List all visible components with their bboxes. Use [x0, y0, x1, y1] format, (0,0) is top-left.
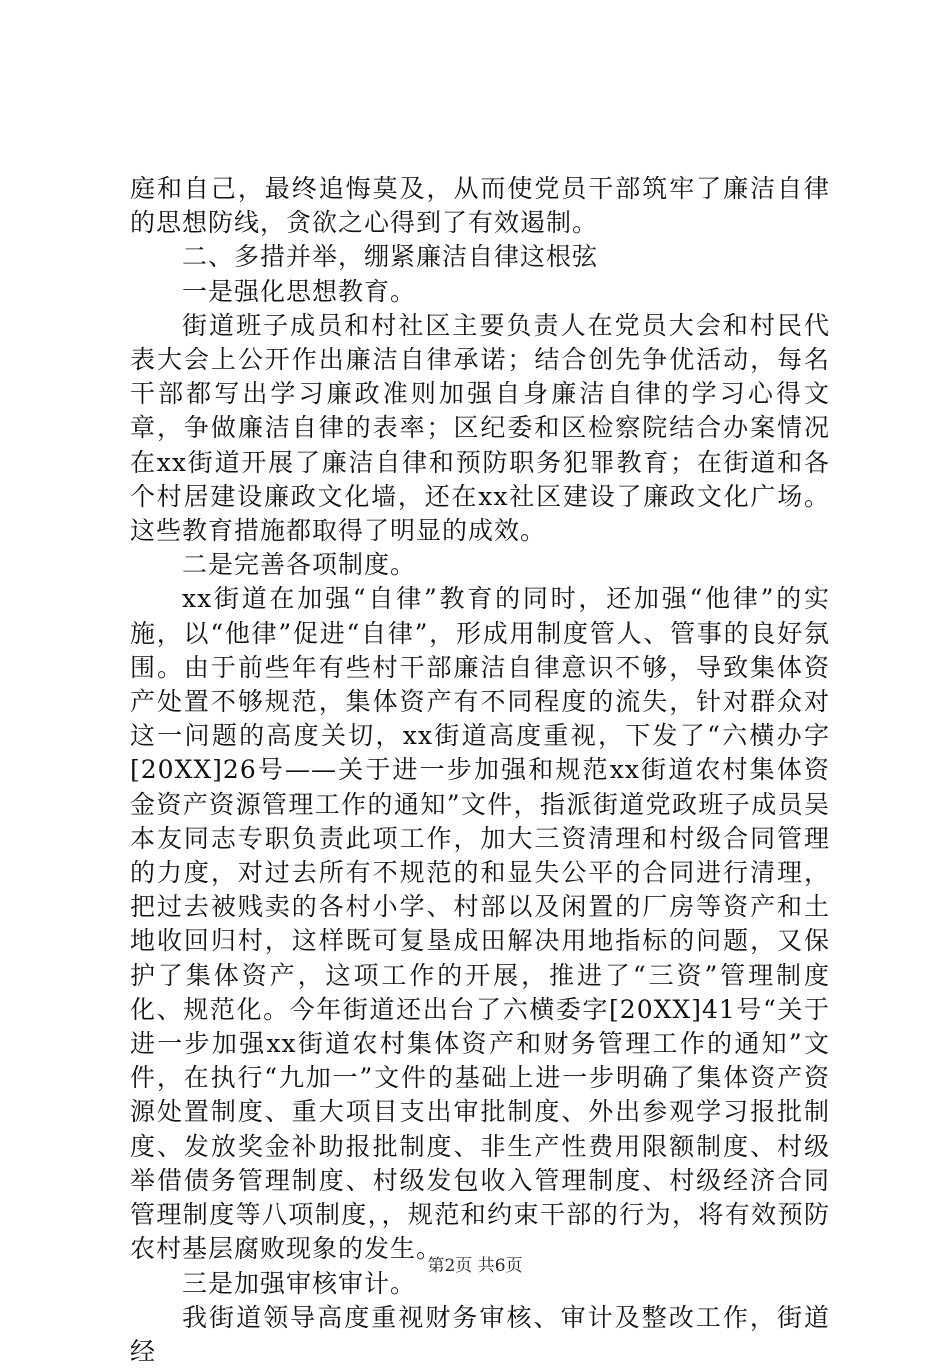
section-heading: 二、多措并举，绷紧廉洁自律这根弦	[182, 242, 599, 272]
paragraph: xx街道在加强“自律”教育的同时，还加强“他律”的实施，以“他律”促进“自律”，形成用制度管人、管事的良好氛围。由于前些年有些村干部廉洁自律意识不够，导致集体资产处置不够规范，集体资产有不同程度的流失，针对群众对这一问题的高度关切，xx街道高度重视，下发了“六横办字[20XX]26号——关于进一步加强和规范xx街道农村集体资金资产资源管理工作的通知”文件，指派街道党政班子成员吴本友同志专职负责此项工作，加大三资清理和村级合同管理的力度，对过去所有不规范的和显失公平的合同进行清理，把过去被贱卖的各村小学、村部以及闲置的厂房等资产和土地收回归村，这样既可复垦成田解决用地指标的问题，又保护了集体资产，这项工作的开展，推进了“三资”管理制度化、规范化。今年街道还出台了六横委字[20XX]41号“关于进一步加强xx街道农村集体资产和财务管理工作的通知”文件，在执行“九加一”文件的基础上进一步明确了集体资产资源处置制度、重大项目支出审批制度、外出参观学习报批制度、发放奖金补助报批制度、非生产性费用限额制度、村级举借债务管理制度、村级发包收入管理制度、村级经济合同管理制度等八项制度，，规范和约束干部的行为，将有效预防农村基层腐败现象的发生。	[130, 584, 830, 1264]
paragraph: 街道班子成员和村社区主要负责人在党员大会和村民代表大会上公开作出廉洁自律承诺；结合创先争优活动，每名干部都写出学习廉政准则加强自身廉洁自律的学习心得文章，争做廉洁自律的表率；区纪委和区检察院结合办案情况在xx街道开展了廉洁自律和预防职务犯罪教育；在街道和各个村居建设廉政文化墙，还在xx社区建设了廉政文化广场。这些教育措施都取得了明显的成效。	[130, 310, 830, 546]
document-body	[130, 172, 830, 1369]
subsection-heading: 三是加强审核审计。	[182, 1268, 417, 1298]
page-footer: 第2页 共6页	[427, 1256, 523, 1276]
paragraph: 庭和自己，最终追悔莫及，从而使党员干部筑牢了廉洁自律的思想防线，贪欲之心得到了有效遏制。	[130, 174, 830, 238]
paragraph: 我街道领导高度重视财务审核、审计及整改工作，街道经	[130, 1302, 830, 1366]
subsection-heading: 一是强化思想教育。	[182, 276, 417, 306]
subsection-heading: 二是完善各项制度。	[182, 550, 417, 580]
